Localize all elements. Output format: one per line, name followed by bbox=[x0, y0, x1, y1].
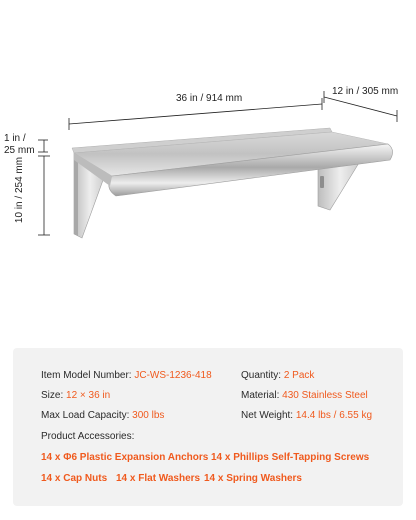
spec-card bbox=[13, 348, 403, 506]
thickness-label-line2: 25 mm bbox=[4, 145, 35, 156]
accessory-item: 14 x Φ6 Plastic Expansion Anchors bbox=[41, 452, 209, 463]
thickness-label-line1: 1 in / bbox=[4, 133, 26, 144]
spec-label: Size: bbox=[41, 390, 64, 401]
spec-max-load bbox=[41, 410, 164, 421]
accessory-item: 14 x Spring Washers bbox=[204, 473, 302, 484]
spec-net-weight bbox=[241, 410, 372, 421]
width-label: 36 in / 914 mm bbox=[176, 93, 243, 104]
spec-quantity bbox=[241, 370, 314, 381]
spec-value: 2 Pack bbox=[283, 370, 315, 381]
thickness-dimension-line bbox=[38, 140, 48, 152]
depth-label: 12 in / 305 mm bbox=[332, 86, 399, 97]
spec-label: Max Load Capacity: bbox=[41, 410, 130, 421]
height-label: 10 in / 254 mm bbox=[14, 156, 25, 224]
spec-item-model bbox=[41, 370, 212, 381]
spec-value: 430 Stainless Steel bbox=[282, 390, 368, 401]
spec-value: 14.4 lbs / 6.55 kg bbox=[295, 410, 373, 421]
accessory-item: 14 x Phillips Self-Tapping Screws bbox=[211, 452, 370, 463]
spec-value: JC-WS-1236-418 bbox=[134, 370, 212, 381]
accessory-item: 14 x Flat Washers bbox=[116, 473, 201, 484]
spec-label: Material: bbox=[241, 390, 280, 401]
spec-material bbox=[241, 390, 368, 401]
spec-label: Net Weight: bbox=[241, 410, 294, 421]
spec-value: 300 lbs bbox=[132, 410, 165, 421]
spec-value: 12 × 36 in bbox=[66, 390, 111, 401]
spec-label: Item Model Number: bbox=[41, 370, 132, 381]
height-dimension-line bbox=[38, 156, 50, 235]
spec-label: Quantity: bbox=[241, 370, 282, 381]
accessory-item: 14 x Cap Nuts bbox=[41, 473, 108, 484]
accessories-heading: Product Accessories: bbox=[41, 431, 135, 442]
spec-size bbox=[41, 390, 110, 401]
